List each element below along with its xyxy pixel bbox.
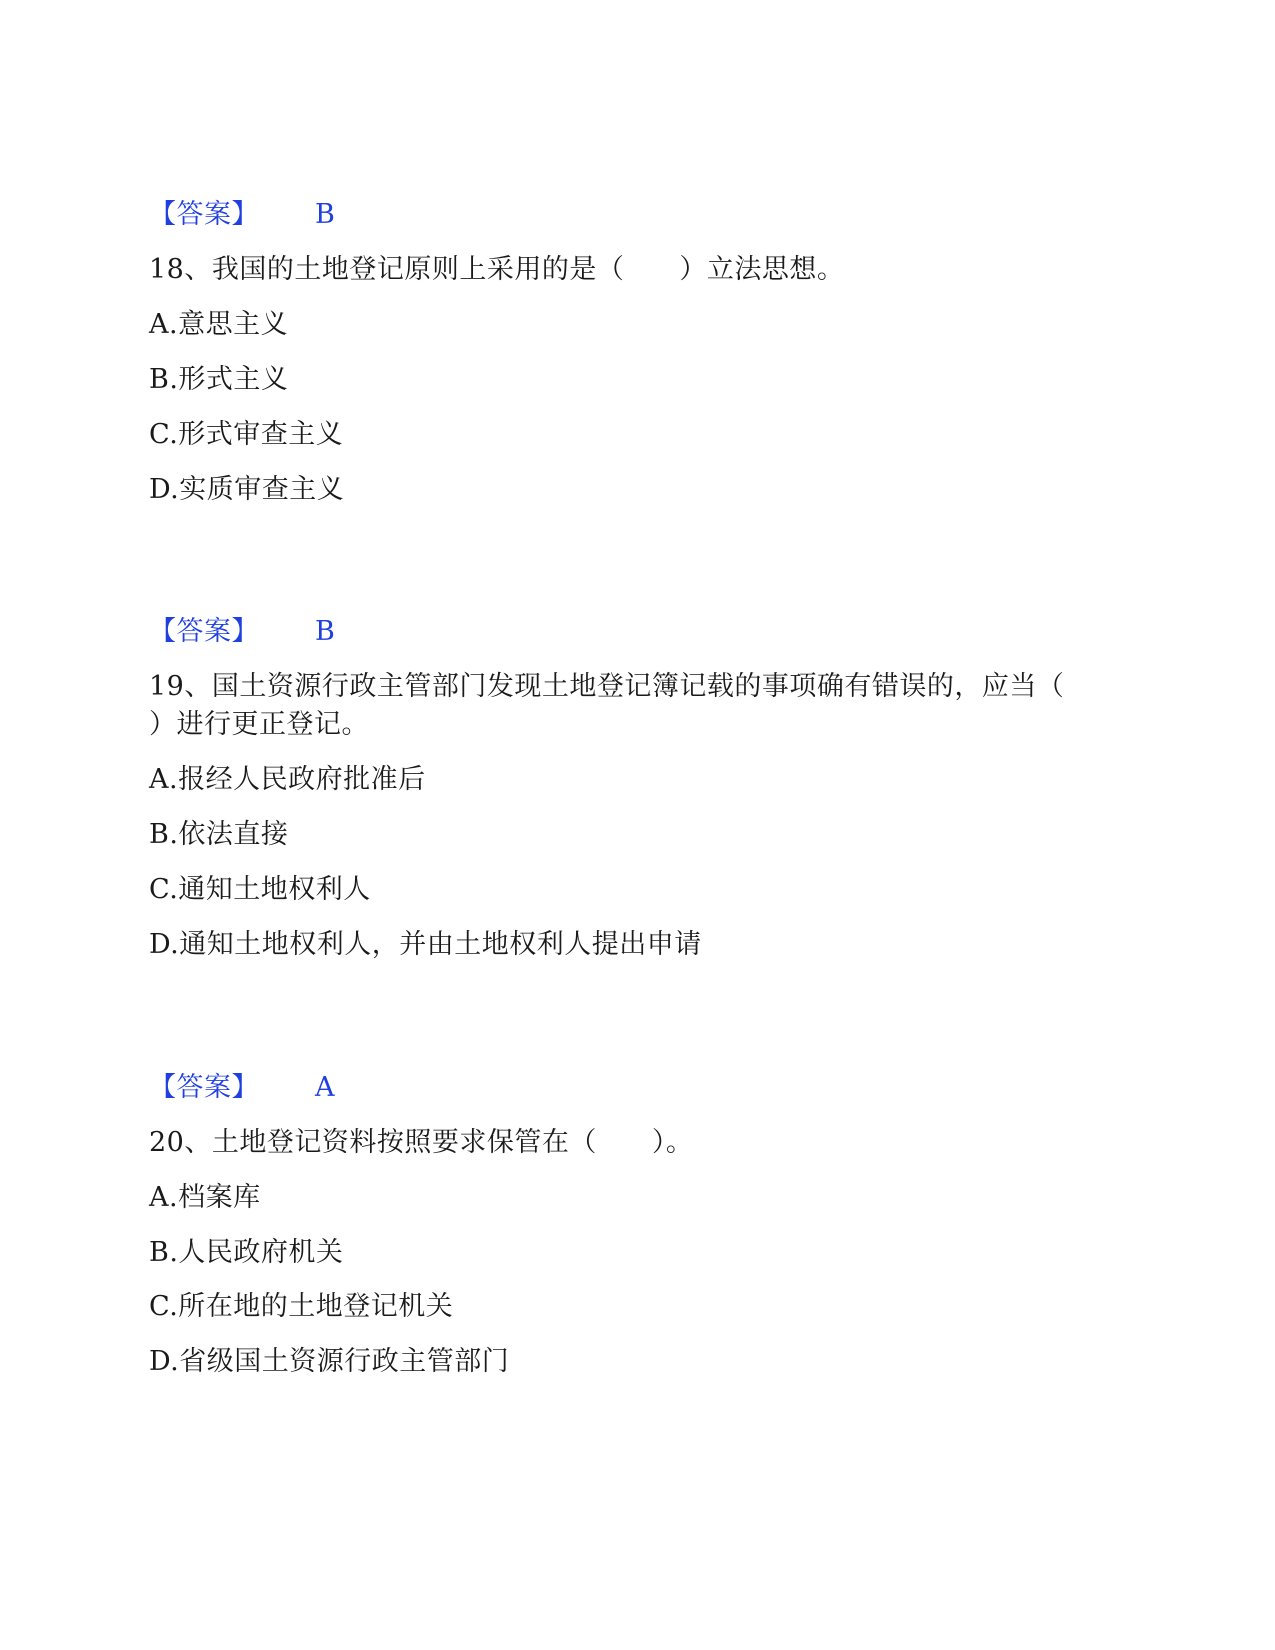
option-d: D.通知土地权利人，并由土地权利人提出申请 (149, 929, 702, 960)
option-a: A.报经人民政府批准后 (149, 764, 426, 795)
option-c: C.所在地的土地登记机关 (149, 1291, 454, 1322)
option-a: A.档案库 (149, 1182, 261, 1213)
option-c: C.通知土地权利人 (149, 874, 371, 905)
answer-line (149, 1071, 335, 1105)
option-d: D.实质审查主义 (149, 474, 345, 505)
answer-value: B (315, 199, 336, 230)
question-text-continued: ）进行更正登记。 (149, 709, 369, 740)
answer-line (149, 198, 335, 232)
answer-line (149, 615, 335, 649)
question-text: 18、我国的土地登记原则上采用的是（ ）立法思想。 (149, 254, 845, 285)
question-text: 19、国土资源行政主管部门发现土地登记簿记载的事项确有错误的，应当（ (149, 671, 1065, 702)
option-b: B.依法直接 (149, 819, 289, 850)
option-a: A.意思主义 (149, 309, 289, 340)
question-text: 20、土地登记资料按照要求保管在（ ）。 (149, 1127, 694, 1158)
answer-label: 【答案】 (149, 1072, 259, 1103)
answer-value: B (315, 616, 336, 647)
option-b: B.人民政府机关 (149, 1237, 344, 1268)
answer-value: A (315, 1072, 335, 1103)
option-c: C.形式审查主义 (149, 419, 344, 450)
option-d: D.省级国土资源行政主管部门 (149, 1346, 510, 1377)
option-b: B.形式主义 (149, 364, 289, 395)
answer-label: 【答案】 (149, 616, 259, 647)
answer-label: 【答案】 (149, 199, 259, 230)
